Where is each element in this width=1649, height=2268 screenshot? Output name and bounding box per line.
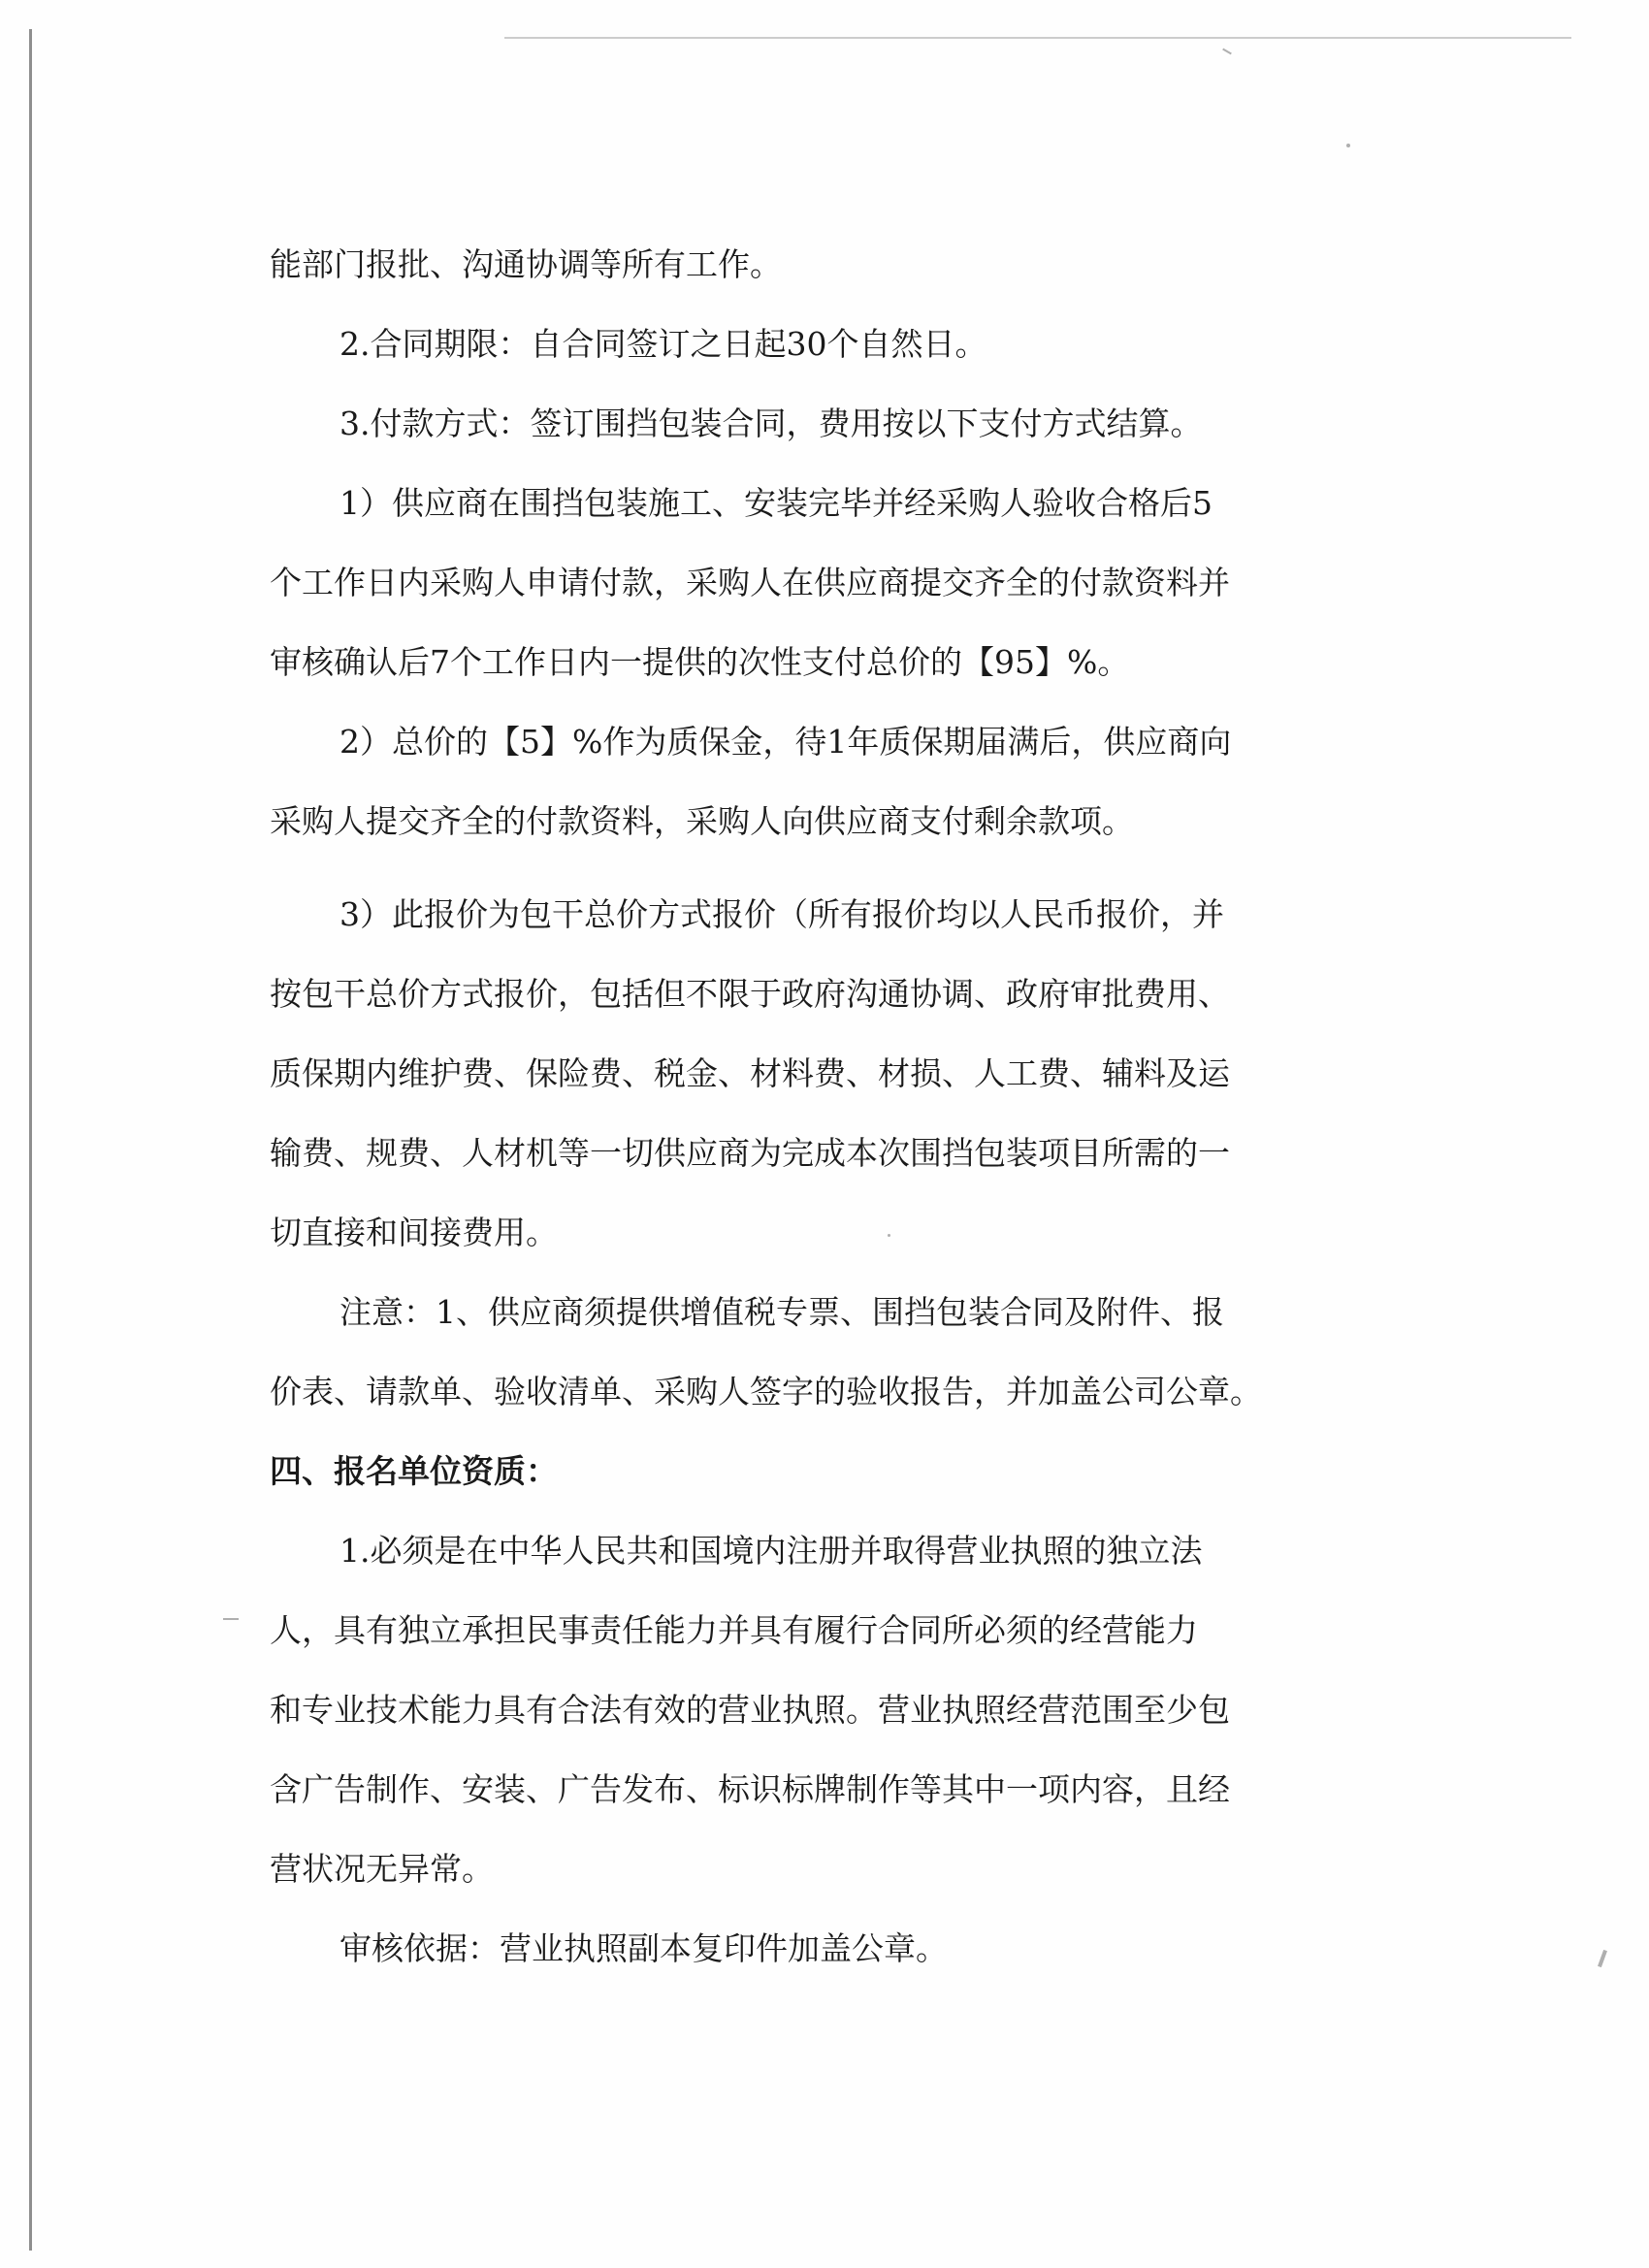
text-line: 切直接和间接费用。 <box>270 1214 558 1251</box>
paragraph-gap <box>270 861 1356 875</box>
scan-speck <box>1598 1950 1607 1967</box>
text-line: 输费、规费、人材机等一切供应商为完成本次围挡包装项目所需的一 <box>270 1134 1230 1172</box>
text-line: 人，具有独立承担民事责任能力并具有履行合同所必须的经营能力 <box>270 1611 1198 1649</box>
text-line: 个工作日内采购人申请付款，采购人在供应商提交齐全的付款资料并 <box>270 564 1230 601</box>
text-line: 3）此报价为包干总价方式报价（所有报价均以人民币报价，并 <box>340 895 1224 933</box>
text-line: 3.付款方式：签订围挡包装合同，费用按以下支付方式结算。 <box>340 405 1203 442</box>
text-line: 质保期内维护费、保险费、税金、材料费、材损、人工费、辅料及运 <box>270 1054 1230 1092</box>
text-line: 2）总价的【5】%作为质保金，待1年质保期届满后，供应商向 <box>340 723 1232 761</box>
text-line: 采购人提交齐全的付款资料，采购人向供应商支付剩余款项。 <box>270 802 1134 840</box>
document-body <box>270 225 1356 1989</box>
text-line: 2.合同期限：自合同签订之日起30个自然日。 <box>340 325 987 363</box>
scan-left-edge <box>29 29 32 2251</box>
text-line: 审核确认后7个工作日内一提供的次性支付总价的【95】%。 <box>270 643 1130 681</box>
scan-speck <box>1346 144 1350 147</box>
text-line: 按包干总价方式报价，包括但不限于政府沟通协调、政府审批费用、 <box>270 975 1230 1013</box>
scan-speck <box>223 1618 239 1620</box>
text-line: 审核依据：营业执照副本复印件加盖公章。 <box>340 1929 948 1967</box>
text-line: 含广告制作、安装、广告发布、标识标牌制作等其中一项内容，且经 <box>270 1770 1230 1808</box>
text-line: 能部门报批、沟通协调等所有工作。 <box>270 245 782 283</box>
section-heading: 四、报名单位资质： <box>270 1452 558 1490</box>
text-line: 注意：1、供应商须提供增值税专票、围挡包装合同及附件、报 <box>340 1293 1224 1331</box>
text-line: 和专业技术能力具有合法有效的营业执照。营业执照经营范围至少包 <box>270 1691 1230 1729</box>
text-line: 1.必须是在中华人民共和国境内注册并取得营业执照的独立法 <box>340 1532 1203 1570</box>
text-line: 1）供应商在围挡包装施工、安装完毕并经采购人验收合格后5 <box>340 484 1212 522</box>
scan-speck <box>1222 49 1232 55</box>
text-line: 价表、请款单、验收清单、采购人签字的验收报告，并加盖公司公章。 <box>270 1373 1262 1410</box>
text-line: 营状况无异常。 <box>270 1850 494 1888</box>
scan-top-edge <box>504 37 1571 39</box>
